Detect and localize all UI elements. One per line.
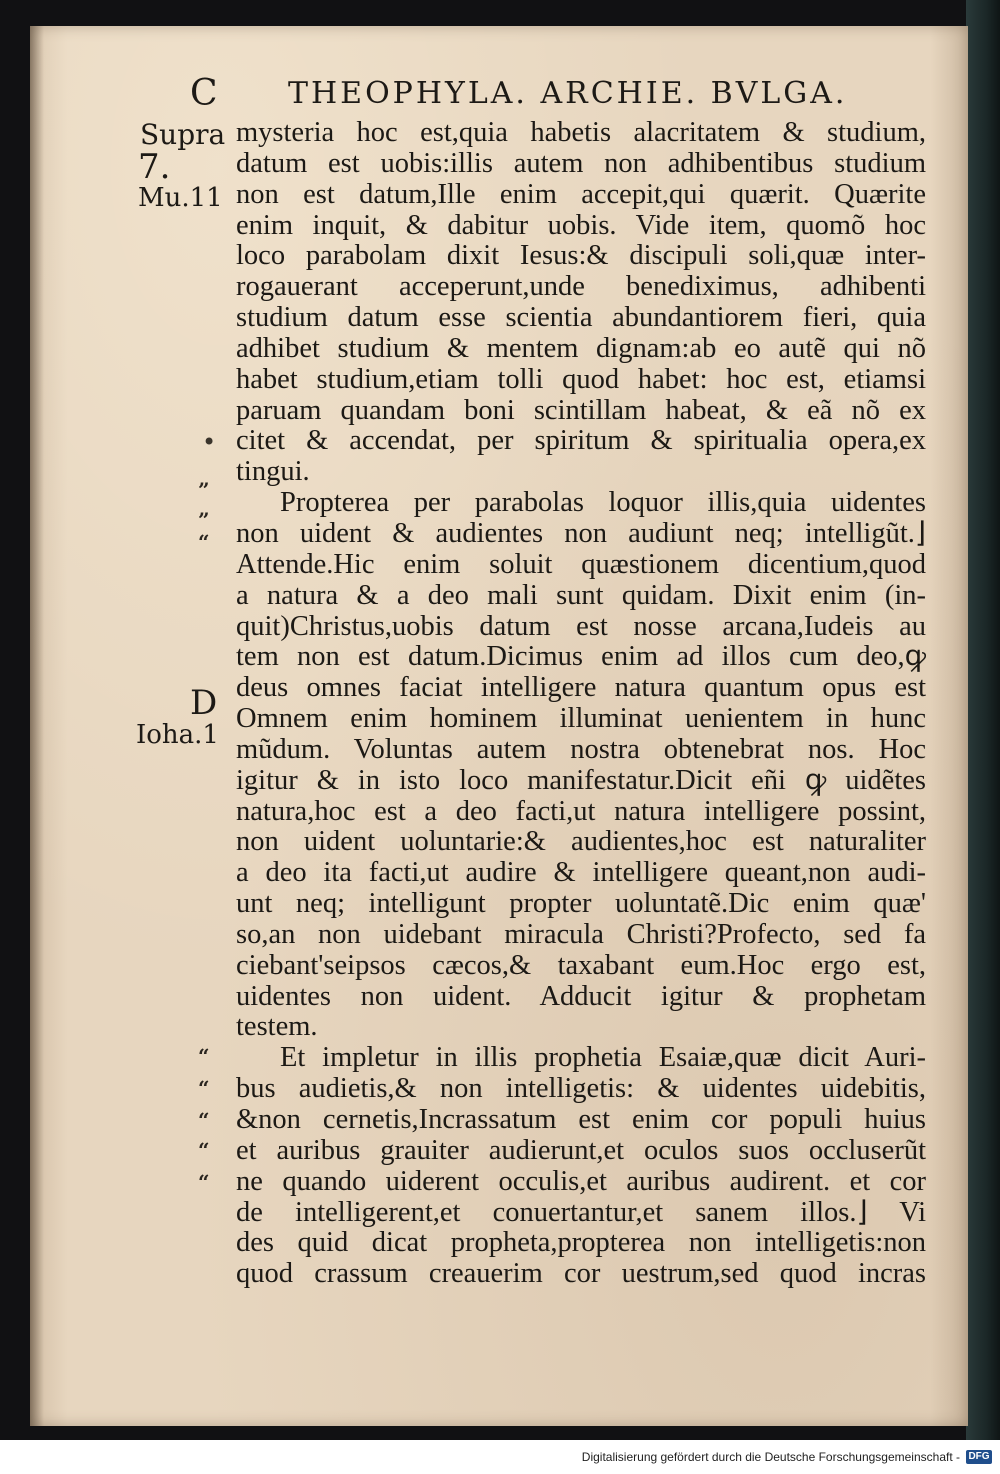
text-line: et auribus grauiter audierunt,et oculos suos occluserũt [236,1135,926,1166]
margin-note-d: D [190,683,218,723]
text-line: adhibet studium & mentem dignam:ab eo autẽ qui nõ [236,333,926,364]
margin-quote-mark: ” [198,508,210,532]
funding-credit: Digitalisierung gefördert durch die Deutsche Forschungsgemeinschaft - [581,1450,960,1464]
text-line: loco parabolam dixit Iesus:& discipuli soli,quæ inter- [236,241,926,272]
margin-quote-mark: “ [198,1076,210,1100]
text-line: &non cernetis,Incrassatum est enim cor populi huius [236,1105,926,1135]
text-line: a natura & a deo mali sunt quidam. Dixit enim (in- [236,580,926,611]
margin-dot: • [202,428,217,456]
margin-quote-mark: “ [198,1138,210,1162]
text-line: mũdum. Voluntas autem nostra obtenebrat nos. Hoc [236,734,926,765]
margin-note-ioha: Ioha.1 [136,720,219,750]
text-line: enim inquit, & dabitur uobis. Vide item, quomõ hoc [236,210,926,241]
margin-quote-mark: “ [198,530,210,554]
text-line: Omnem enim hominem illuminat uenientem in hunc [236,704,926,735]
book-page [30,26,968,1426]
text-line: igitur & in isto loco manifestatur.Dicit eñi ꝙ uidẽtes [236,765,926,796]
text-line: a deo ita facti,ut audire & intelligere queant,non audi- [236,858,926,889]
text-line: natura,hoc est a deo facti,ut natura intelligere possint, [236,796,926,827]
text-line: ciebant'seipsos cæcos,& taxabant eum.Hoc ergo est, [236,950,926,981]
text-line: Et impletur in illis prophetia Esaiæ,quæ dicit Auri- [280,1043,926,1074]
text-line: non uident & audientes non audiunt neq; intelligũt.⌋ [236,518,926,549]
text-line: habet studium,etiam tolli quod habet: hoc est, etiamsi [236,364,926,395]
dfg-logo-icon: DFG [966,1450,992,1464]
text-line: Propterea per parabolas loquor illis,quia uidentes [280,488,926,519]
text-line: quod crassum creauerim cor uestrum,sed quod incras [236,1259,926,1290]
body-text [236,118,926,1290]
text-line: quit)Christus,uobis datum est nosse arcana,Iudeis au [236,611,926,642]
section-letter: C [190,73,218,114]
text-line: des quid dicat propheta,propterea non intelligetis:non [236,1228,926,1259]
text-line: uidentes non uident. Adducit igitur & prophetam [236,981,926,1012]
text-line: tingui. [236,457,310,488]
text-line: studium datum esse scientia abundantiorem fieri, quia [236,303,926,334]
running-head [30,74,968,114]
margin-quote-mark: ” [198,478,210,502]
text-line: non uident uoluntarie:& audientes,hoc est naturaliter [236,827,926,858]
text-line: citet & accendat, per spiritum & spiritualia opera,ex [236,426,926,457]
text-line: non est datum,Ille enim accepit,qui quærit. Quærite [236,179,926,210]
text-line: paruam quandam boni scintillam habeat, & eã nõ ex [236,395,926,426]
text-line: deus omnes faciat intelligere natura quantum opus est [236,673,926,704]
text-line: datum est uobis:illis autem non adhibentibus studium [236,148,926,179]
text-line: ne quando uiderent occulis,et auribus audirent. et cor [236,1166,926,1197]
text-line: bus audietis,& non intelligetis: & uidentes uidebitis, [236,1074,926,1105]
text-line: de intelligerent,et conuertantur,et sanem illos.⌋ Vi [236,1197,926,1228]
text-line: unt neq; intelligunt propter uoluntatẽ.Dic enim quæ' [236,889,926,920]
margin-note-supra: Supra [140,118,226,151]
text-line: mysteria hoc est,quia habetis alacritatem & studium, [236,118,926,148]
text-line: tem non est datum.Dicimus enim ad illos cum deo,ꝙ [236,642,926,673]
text-line: so,an non uidebant miracula Christi?Profecto, sed fa [236,919,926,950]
gutter-shadow [30,26,44,1426]
running-title: THEOPHYLA. ARCHIE. BVLGA. [288,76,848,111]
margin-note-seven: 7. [138,147,171,187]
text-line: Attende.Hic enim soluit quæstionem dicentium,quod [236,549,926,580]
book-edge [966,0,1000,1440]
digitization-footer [0,1440,1000,1474]
text-line: testem. [236,1012,318,1043]
text-line: rogauerant acceperunt,unde benediximus, adhibenti [236,272,926,303]
margin-quote-mark: “ [198,1044,210,1068]
margin-quote-mark: “ [198,1108,210,1132]
margin-quote-mark: “ [198,1170,210,1194]
margin-note-mu: Mu.11 [138,183,223,213]
